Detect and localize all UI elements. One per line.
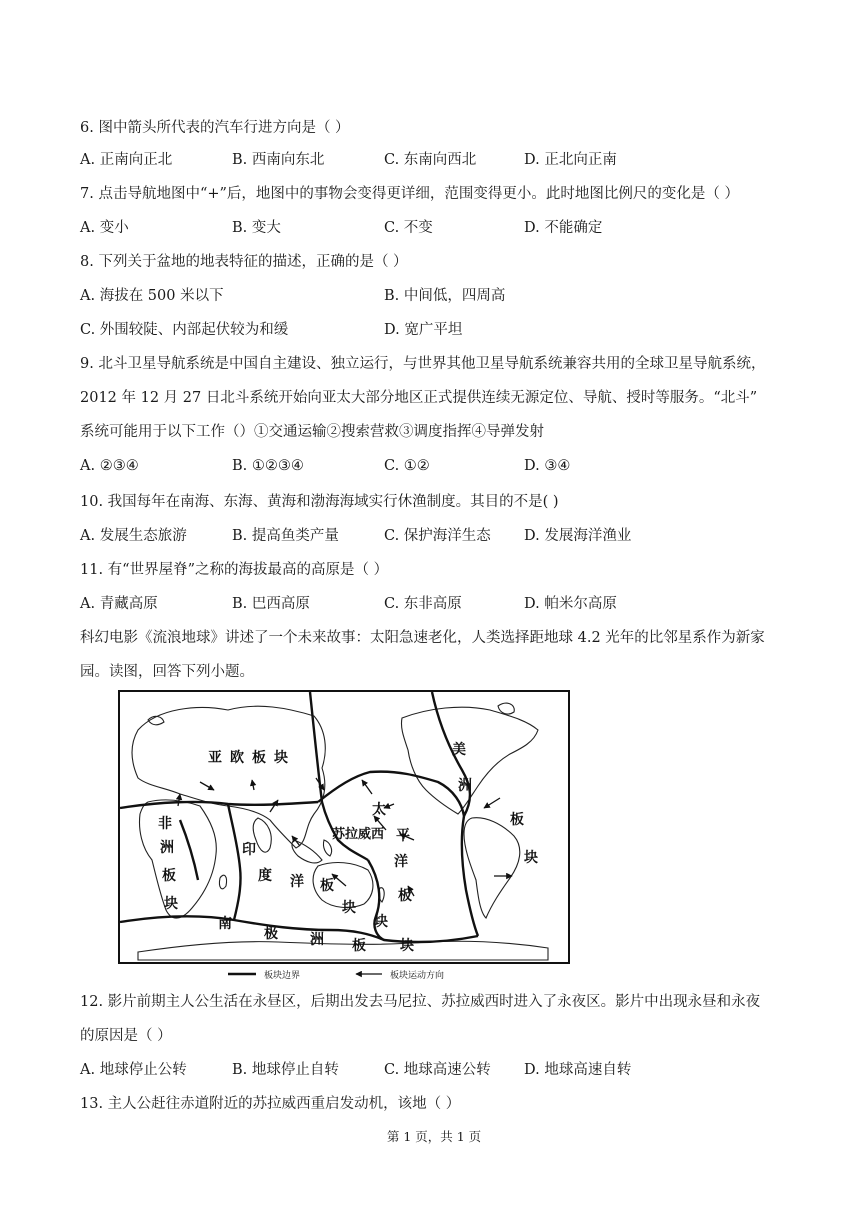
passage-line-1: 科幻电影《流浪地球》讲述了一个未来故事：太阳急速老化，人类选择距地球 4.2 光年的比邻星系作为新家 xyxy=(80,630,765,646)
label-antarctic-3: 洲 xyxy=(310,932,324,948)
label-pacific-1: 太 xyxy=(372,802,386,818)
label-indo-5: 块 xyxy=(342,900,356,916)
label-africa-1: 非 xyxy=(158,816,172,832)
question-11-stem: 11. 有“世界屋脊”之称的海拔最高的高原是（ ） xyxy=(80,562,389,578)
label-eurasia-1: 亚 xyxy=(208,750,222,766)
q9-option-a: A. ②③④ xyxy=(80,458,139,474)
map-legend xyxy=(228,969,444,981)
q12-option-a: A. 地球停止公转 xyxy=(80,1062,187,1078)
label-antarctic-2: 极 xyxy=(264,926,278,942)
question-12-stem-line-2: 的原因是（ ） xyxy=(80,1028,172,1044)
label-eurasia-3: 板 xyxy=(252,750,266,766)
q7-option-c: C. 不变 xyxy=(384,220,433,236)
q10-option-b: B. 提高鱼类产量 xyxy=(232,528,339,544)
label-america-1: 美 xyxy=(452,742,466,758)
q10-option-d: D. 发展海洋渔业 xyxy=(524,528,632,544)
label-antarctic-4: 板 xyxy=(352,938,366,954)
label-indo-3: 洋 xyxy=(290,874,304,890)
question-7-stem: 7. 点击导航地图中“+”后，地图中的事物会变得更详细，范围变得更小。此时地图比例尺的变化是（ ） xyxy=(80,186,740,202)
q12-option-d: D. 地球高速自转 xyxy=(524,1062,632,1078)
question-9-stem-line-3: 系统可能用于以下工作（）①交通运输②搜索营救③调度指挥④导弹发射 xyxy=(80,424,544,440)
legend-motion-label: 板块运动方向 xyxy=(390,971,445,981)
label-antarctic-1: 南 xyxy=(218,916,232,932)
question-8-stem: 8. 下列关于盆地的地表特征的描述，正确的是（ ） xyxy=(80,254,408,270)
label-africa-2: 洲 xyxy=(160,840,174,856)
question-6-stem: 6. 图中箭头所代表的汽车行进方向是（ ） xyxy=(80,120,350,136)
label-sulawesi: 苏拉威西 xyxy=(332,827,385,842)
passage-line-2: 园。读图，回答下列小题。 xyxy=(80,664,254,680)
q12-option-b: B. 地球停止自转 xyxy=(232,1062,339,1078)
label-america-3: 板 xyxy=(510,812,524,828)
label-antarctic-5: 块 xyxy=(400,938,414,954)
question-13-stem: 13. 主人公赶往赤道附近的苏拉威西重启发动机，该地（ ） xyxy=(80,1096,461,1112)
q6-option-c: C. 东南向西北 xyxy=(384,152,477,168)
label-eurasia-4: 块 xyxy=(274,750,288,766)
label-pacific-3: 洋 xyxy=(394,854,408,870)
question-12-stem-line-1: 12. 影片前期主人公生活在永昼区，后期出发去马尼拉、苏拉威西时进入了永夜区。影片中出现永昼和永夜 xyxy=(80,994,761,1010)
question-10-stem: 10. 我国每年在南海、东海、黄海和渤海海域实行休渔制度。其目的不是( ) xyxy=(80,494,559,510)
label-africa-4: 块 xyxy=(164,896,178,912)
page-footer: 第 1 页，共 1 页 xyxy=(386,1129,482,1144)
legend-boundary-label: 板块边界 xyxy=(264,971,301,981)
label-pacific-5: 块 xyxy=(374,914,388,930)
q9-option-c: C. ①② xyxy=(384,458,430,474)
question-9-stem-line-1: 9. 北斗卫星导航系统是中国自主建设、独立运行，与世界其他卫星导航系统兼容共用的全球卫星导航系统， xyxy=(80,356,766,372)
q6-option-d: D. 正北向正南 xyxy=(524,152,617,168)
label-indo-4: 板 xyxy=(320,878,334,894)
q12-option-c: C. 地球高速公转 xyxy=(384,1062,491,1078)
label-indo-2: 度 xyxy=(258,868,272,884)
q11-option-b: B. 巴西高原 xyxy=(232,596,310,612)
label-eurasia-2: 欧 xyxy=(230,750,244,766)
q8-option-b: B. 中间低，四周高 xyxy=(384,288,506,304)
q6-option-a: A. 正南向正北 xyxy=(80,152,173,168)
label-america-2: 洲 xyxy=(458,778,472,794)
q10-option-a: A. 发展生态旅游 xyxy=(80,528,187,544)
q11-option-a: A. 青藏高原 xyxy=(80,596,158,612)
label-america-4: 块 xyxy=(524,850,538,866)
label-pacific-4: 板 xyxy=(398,888,412,904)
question-9-stem-line-2: 2012 年 12 月 27 日北斗系统开始向亚太大部分地区正式提供连续无源定位、导航、授时等服务。“北斗” xyxy=(80,390,758,406)
q10-option-c: C. 保护海洋生态 xyxy=(384,528,491,544)
q8-option-c: C. 外围较陡、内部起伏较为和缓 xyxy=(80,322,289,338)
label-indo-1: 印 xyxy=(242,842,256,858)
q9-option-b: B. ①②③④ xyxy=(232,458,304,474)
label-africa-3: 板 xyxy=(162,868,176,884)
q11-option-d: D. 帕米尔高原 xyxy=(524,596,617,612)
q7-option-a: A. 变小 xyxy=(80,220,129,236)
q7-option-b: B. 变大 xyxy=(232,220,281,236)
q7-option-d: D. 不能确定 xyxy=(524,220,603,236)
plate-tectonics-map xyxy=(118,690,570,982)
q11-option-c: C. 东非高原 xyxy=(384,596,462,612)
label-pacific-2: 平 xyxy=(396,828,410,844)
q8-option-a: A. 海拔在 500 米以下 xyxy=(80,288,224,304)
q8-option-d: D. 宽广平坦 xyxy=(384,322,463,338)
q6-option-b: B. 西南向东北 xyxy=(232,152,325,168)
q9-option-d: D. ③④ xyxy=(524,458,571,474)
